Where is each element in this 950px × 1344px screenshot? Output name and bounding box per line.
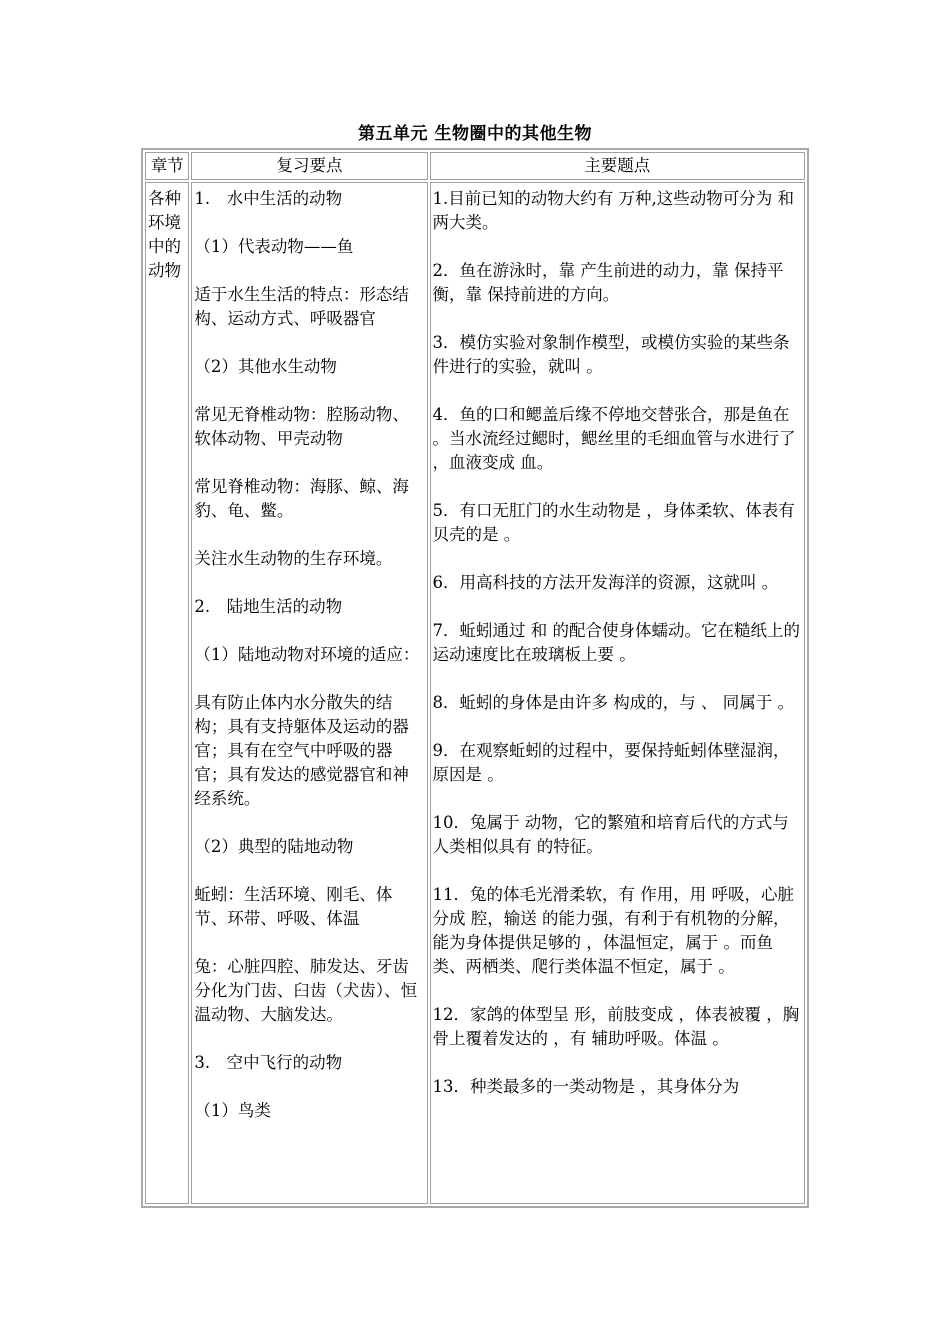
- header-review-points: 复习要点: [191, 152, 427, 180]
- review-point: 蚯蚓：生活环境、刚毛、体节、环带、呼吸、体温: [194, 885, 393, 928]
- question-item: 12．家鸽的体型呈 形，前肢变成 ，体表被覆 ，胸骨上覆着发达的 ，有 辅助呼吸。体温 。: [432, 1005, 800, 1048]
- question-item: 5．有口无肛门的水生动物是 ，身体柔软、体表有贝壳的是 。: [432, 501, 795, 544]
- question-item: 8．蚯蚓的身体是由许多 构成的，与 、 同属于 。: [432, 693, 795, 712]
- review-point: 常见无脊椎动物：腔肠动物、软体动物、甲壳动物: [194, 405, 409, 448]
- question-item: 3．模仿实验对象制作模型，或模仿实验的某些条件进行的实验，就叫 。: [432, 333, 790, 376]
- question-item: 10．兔属于 动物，它的繁殖和培育后代的方式与人类相似具有 的特征。: [432, 813, 789, 856]
- review-table: [141, 148, 809, 1208]
- review-point: （1）代表动物——鱼: [194, 237, 354, 256]
- question-item: 6．用高科技的方法开发海洋的资源，这就叫 。: [432, 573, 779, 592]
- review-point: （2）典型的陆地动物: [194, 837, 354, 856]
- review-point: 适于水生生活的特点：形态结构、运动方式、呼吸器官: [194, 285, 409, 328]
- table-row: [145, 182, 805, 1204]
- chapter-cell: [145, 182, 189, 1204]
- review-point: 常见脊椎动物：海豚、鲸、海豹、龟、鳖。: [194, 477, 409, 520]
- document-title: 第五单元 生物圈中的其他生物: [358, 124, 592, 144]
- chapter-label: 各种环境中的动物: [148, 189, 181, 280]
- question-item: 13．种类最多的一类动物是 ，其身体分为: [432, 1077, 740, 1096]
- question-item: 4．鱼的口和鳃盖后缘不停地交替张合，那是鱼在 。当水流经过鳃时，鳃丝里的毛细血管与水进行了 ，血液变成 血。: [432, 405, 796, 472]
- question-item: 9．在观察蚯蚓的过程中，要保持蚯蚓体壁湿润，原因是 。: [432, 741, 790, 784]
- questions-cell: [430, 182, 805, 1204]
- review-point: （1）陆地动物对环境的适应：: [194, 645, 420, 664]
- question-item: 1.目前已知的动物大约有 万种,这些动物可分为 和 两大类。: [432, 189, 795, 232]
- review-point: （1）鸟类: [194, 1101, 271, 1120]
- review-point: （2）其他水生动物: [194, 357, 337, 376]
- review-point: 具有防止体内水分散失的结构；具有支持躯体及运动的器官；具有在空气中呼吸的器官；具有发达的感觉器官和神经系统。: [194, 693, 409, 808]
- header-row: [145, 152, 805, 180]
- question-item: 7．蚯蚓通过 和 的配合使身体蠕动。它在糙纸上的运动速度比在玻璃板上要 。: [432, 621, 801, 664]
- question-item: 11．兔的体毛光滑柔软，有 作用，用 呼吸，心脏分成 腔，输送 的能力强，有利于有机物的分解，能为身体提供足够的 ，体温恒定，属于 。而鱼类、两栖类、爬行类体温不恒定，属于 。: [432, 885, 795, 976]
- header-chapter: 章节: [145, 152, 189, 180]
- review-point: 关注水生动物的生存环境。: [194, 549, 393, 568]
- header-questions: 主要题点: [430, 152, 805, 180]
- question-item: 2．鱼在游泳时，靠 产生前进的动力，靠 保持平衡，靠 保持前进的方向。: [432, 261, 784, 304]
- review-point: 1. 水中生活的动物: [194, 189, 343, 208]
- review-point: 兔：心脏四腔、肺发达、牙齿分化为门齿、臼齿（犬齿）、恒温动物、大脑发达。: [194, 957, 418, 1024]
- review-point: 3. 空中飞行的动物: [194, 1053, 343, 1072]
- review-points-cell: [191, 182, 427, 1204]
- review-point: 2. 陆地生活的动物: [194, 597, 343, 616]
